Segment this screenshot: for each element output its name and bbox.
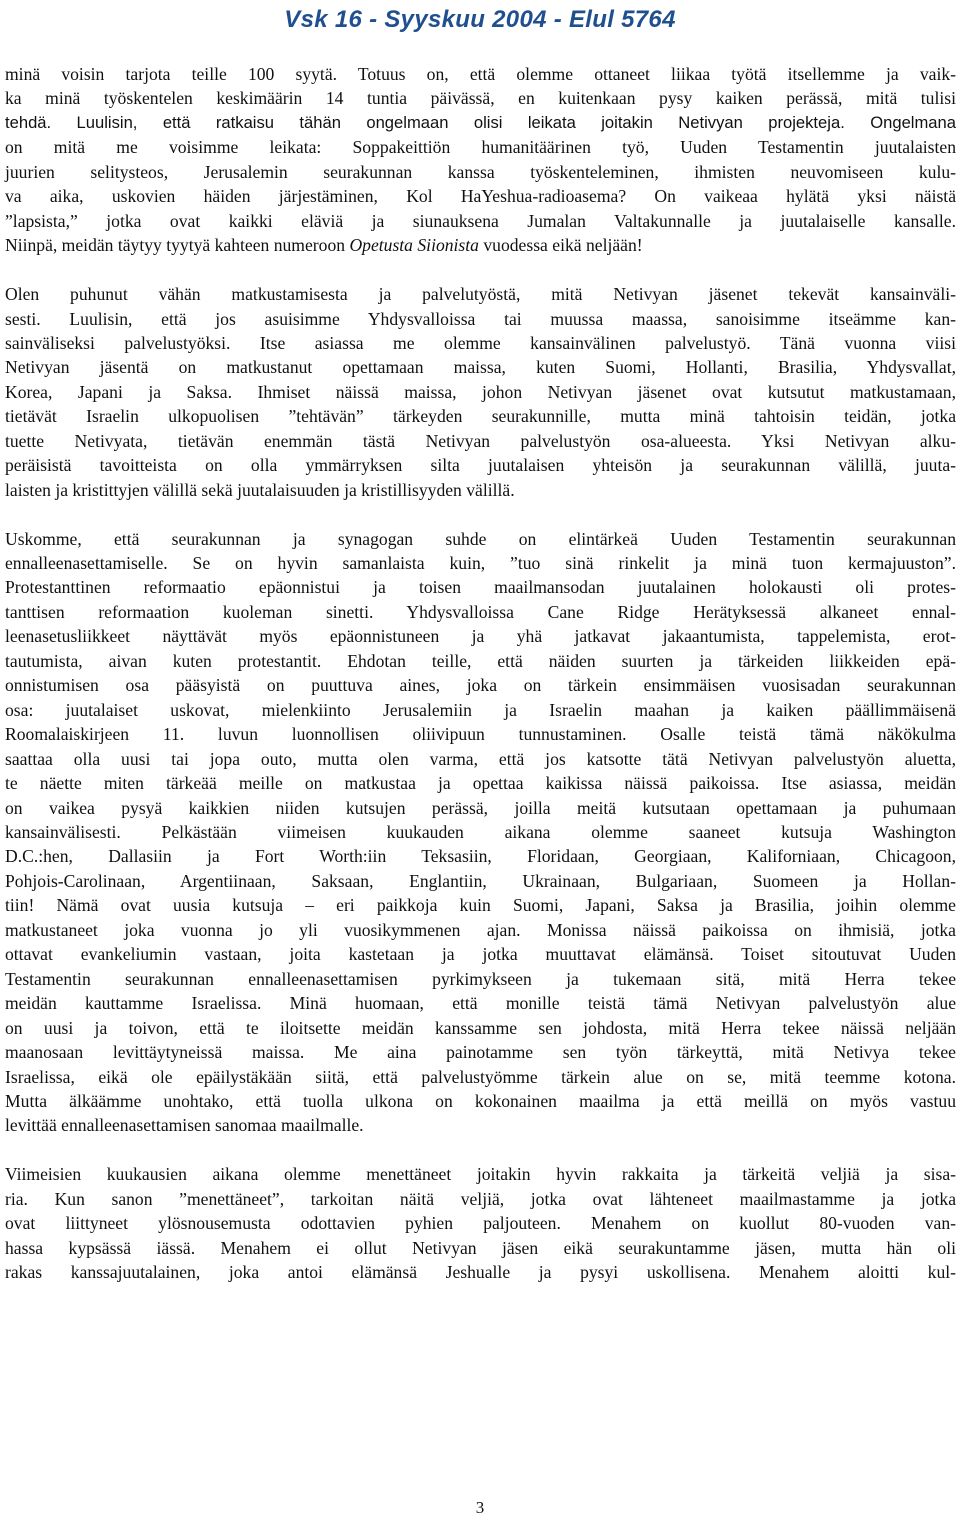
text-line: levittää ennalleenasettamisen sanomaa maailmalle. — [5, 1115, 364, 1136]
text-line: leenasetusliikkeet näyttävät myös epäonnistuneen ja yhä jatkavat jakaantumista, tappelemista, erot- — [5, 626, 956, 647]
text-line: sainväliseksi palvelustyöksi. Itse asiassa me olemme kansainvälinen palvelustyö. Tänä vuonna viisi — [5, 332, 956, 353]
text-line: Viimeisien kuukausien aikana olemme menettäneet joitakin hyvin rakkaita ja tärkeitä veljiä ja sisa- — [5, 1164, 956, 1185]
text-line: rakas kanssajuutalainen, joka antoi elämänsä Jeshualle ja pysyi uskollisena. Menahem aloitti kul- — [5, 1262, 956, 1283]
text-line: Korea, Japani ja Saksa. Ihmiset näissä maissa, johon Netivyan jäsenet ovat kutsutut matkustamaan, — [5, 381, 956, 402]
text-line: tuette Netivyata, tietävän enemmän tästä Netivyan palvelustyön osa-alueesta. Yksi Netivyan alku- — [5, 430, 956, 451]
text-line: juurien selitysteos, Jerusalemin seurakunnan kanssa työskenteleminen, ihmisten neuvomiseen kulu- — [5, 161, 956, 182]
text-line: Israelissa, eikä ole epäilystäkään siitä, että palvelustyömme tärkein alue on se, mitä teemme kotona. — [5, 1066, 956, 1087]
text-line: ”lapsista,” jotka ovat kaikki eläviä ja siunauksena Jumalan Valtakunnalle ja juutalaiselle kansalle. — [5, 210, 956, 231]
text-line: ovat liittyneet ylösnousemusta odottavien pyhien paljouteen. Menahem on kuollut 80-vuoden van- — [5, 1213, 956, 1234]
text-line: Olen puhunut vähän matkustamisesta ja palvelutyöstä, mitä Netivyan jäsenet tekevät kansainväli- — [5, 284, 956, 305]
text-line: ottavat evankeliumin vastaan, joita kastetaan ja jotka muuttavat elämänsä. Toiset sitoutuvat Uuden — [5, 944, 956, 965]
text-line: Niinpä, meidän täytyy tyytyä kahteen numeroon Opetusta Siionista vuodessa eikä neljään! — [5, 235, 643, 256]
paragraph-2 — [5, 282, 956, 502]
text-line: D.C.:hen, Dallasiin ja Fort Worth:iin Teksasiin, Floridaan, Georgiaan, Kaliforniaan, Chicagoon, — [5, 846, 956, 867]
publication-title: Opetusta Siionista — [349, 235, 479, 256]
text-line: Pohjois-Carolinaan, Argentiinaan, Saksaan, Englantiin, Ukrainaan, Bulgariaan, Suomeen ja Hollan- — [5, 870, 956, 891]
paragraph-3 — [5, 527, 956, 1138]
text-line: on mitä me voisimme leikata: Soppakeittiön humanitäärinen työ, Uuden Testamentin juutalaisten — [5, 137, 956, 158]
text-line: laisten ja kristittyjen välillä sekä juutalaisuuden ja kristillisyyden välillä. — [5, 479, 515, 500]
text-line: kansainvälisesti. Pelkästään viimeisen kuukauden aikana olemme saaneet kutsuja Washington — [5, 822, 956, 843]
text-line: tehdä. Luulisin, että ratkaisu tähän ongelmaan olisi leikata joitakin Netivyan projekteja. Ongelmana — [5, 112, 956, 132]
article-body — [5, 62, 956, 1309]
text-line: tiin! Nämä ovat uusia kutsuja – eri paikkoja kuin Suomi, Japani, Saksa ja Brasilia, joihin olemme — [5, 895, 956, 916]
text-line: tautumista, aivan kuten protestantit. Ehdotan teille, että näiden suurten ja tärkeiden liikkeiden epä- — [5, 650, 956, 671]
text-line: tanttisen reformaation kuoleman sinetti. Yhdysvalloissa Cane Ridge Herätyksessä alkaneet ennal- — [5, 601, 956, 622]
text-line: meidän kauttamme Israelissa. Minä huomaan, että monille teistä tämä Netivyan palvelustyön alue — [5, 993, 956, 1014]
text-line: va aika, uskovien häiden järjestäminen, Kol HaYeshua-radioasema? On vaikeaa hylätä yksi näistä — [5, 186, 956, 207]
paragraph-4 — [5, 1162, 956, 1284]
text-line: osa: juutalaiset uskovat, mielenkiinto Jerusalemiin ja Israelin maahan ja kaiken päällimmäisenä — [5, 699, 956, 720]
text-line: ria. Kun sanon ”menettäneet”, tarkoitan näitä veljiä, jotka ovat lähteneet maailmastamme ja jotka — [5, 1188, 956, 1209]
text-line: hassa kypsässä iässä. Menahem ei ollut Netivyan jäsen eikä seurakuntamme jäsen, mutta hän oli — [5, 1237, 956, 1258]
text-line: tietävät Israelin ulkopuolisen ”tehtävän” tärkeyden seurakunnille, mutta minä tahtoisin teidän, jotka — [5, 406, 956, 427]
text-line: saattaa olla uusi tai jopa outo, mutta olen varma, että jos katsotte tätä Netivyan palvelustyön aluetta, — [5, 748, 956, 769]
text-line: on uusi ja toivon, että te iloitsette meidän kanssamme sen johdosta, mitä Herra tekee näissä neljään — [5, 1017, 956, 1038]
text-line: te näette miten tärkeää meille on matkustaa ja opettaa kaikissa näissä paikoissa. Itse asiassa, meidän — [5, 773, 956, 794]
text-line: onnistumisen osa pääsyistä on puuttuva aines, joka on tärkein ensimmäisen vuosisadan seurakunnan — [5, 675, 956, 696]
page-header: Vsk 16 - Syyskuu 2004 - Elul 5764 — [284, 6, 676, 33]
text-line: sesti. Luulisin, että jos asuisimme Yhdysvalloissa tai muussa maassa, sanoisimme itseämme kan- — [5, 308, 956, 329]
text-line: Mutta älkäämme unohtako, että tuolla ulkona on kokonainen maailma ja että meillä on myös vastuu — [5, 1091, 956, 1111]
text-line: Protestanttinen reformaatio epäonnistui ja toisen maailmansodan juutalainen holokausti oli protes- — [5, 577, 956, 598]
paragraph-1 — [5, 62, 956, 258]
text-line: ka minä työskentelen keskimäärin 14 tuntia päivässä, en kuitenkaan pysy kaiken perässä, mitä tulisi — [5, 88, 956, 109]
text-line: matkustaneet joka vuonna jo yli vuosikymmenen ajan. Monissa näissä paikoissa on ihmisiä, jotka — [5, 919, 956, 940]
text-line: Netivyan jäsentä on matkustanut opettamaan maissa, kuten Suomi, Hollanti, Brasilia, Yhdysvallat, — [5, 357, 956, 378]
page-number: 3 — [475, 1498, 485, 1517]
text-line: ennalleenasettamiselle. Se on hyvin samanlaista kuin, ”tuo sinä rinkelit ja minä tuon kermajuuston”. — [5, 553, 956, 574]
text-line: peräisistä tavoitteista on olla ymmärryksen silta juutalaisen yhteisön ja seurakunnan välillä, juuta- — [5, 455, 956, 476]
text-line: Testamentin seurakunnan ennalleenasettamisen pyrkimykseen ja tukemaan sitä, mitä Herra tekee — [5, 968, 956, 989]
text-line: Roomalaiskirjeen 11. luvun luonnollisen oliivipuun tunnustaminen. Osalle teistä tämä näkökulma — [5, 724, 956, 745]
text-line: on vaikea pysyä kaikkien niiden kutsujen perässä, joilla meitä kutsutaan opettamaan ja puhumaan — [5, 797, 956, 818]
text-line: minä voisin tarjota teille 100 syytä. Totuus on, että olemme ottaneet liikaa työtä itsellemme ja vaik- — [5, 64, 956, 84]
text-line: maanosaan levittäytyneissä maissa. Me aina painotamme sen työn tärkeyttä, mitä Netivya tekee — [5, 1042, 956, 1063]
text-line: Uskomme, että seurakunnan ja synagogan suhde on elintärkeä Uuden Testamentin seurakunnan — [5, 528, 956, 549]
